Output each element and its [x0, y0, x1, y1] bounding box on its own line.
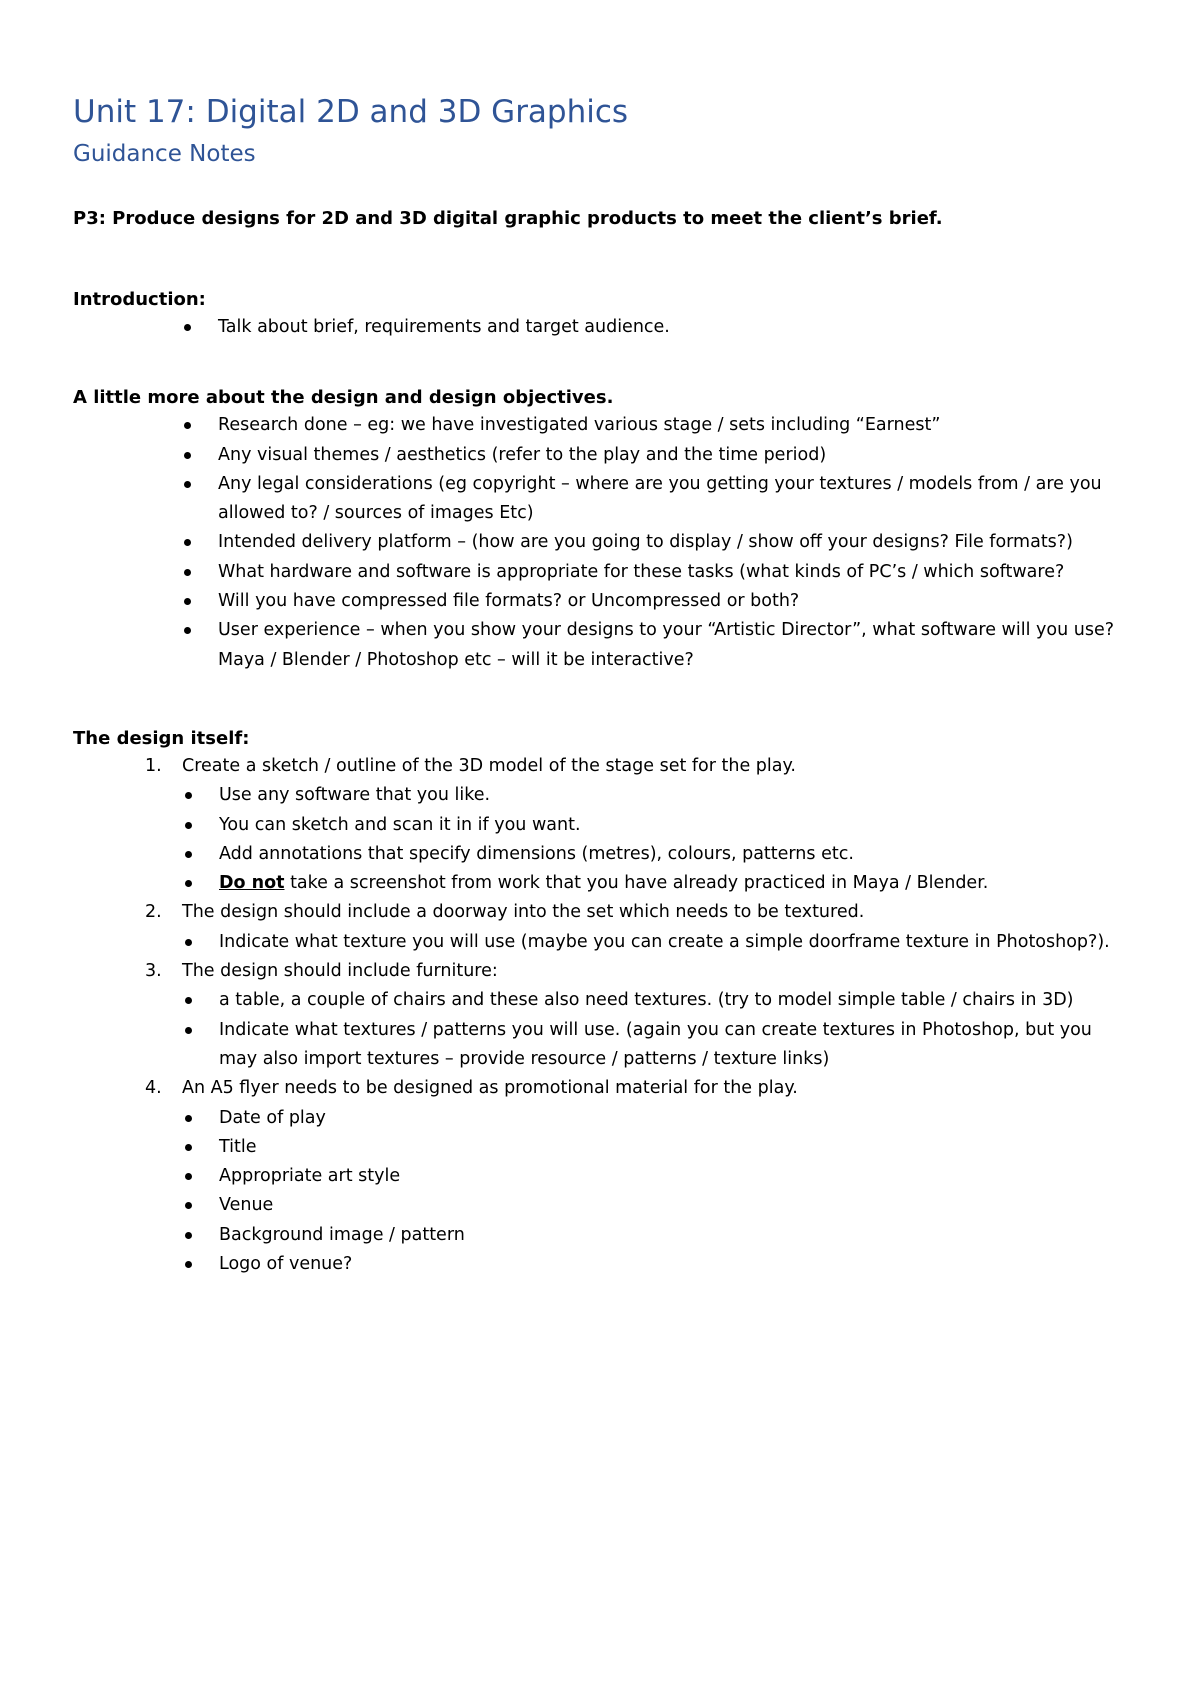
sub-item: Indicate what texture you will use (maybe you can create a simple doorframe texture in Photoshop?).: [219, 928, 1128, 957]
sub-item: Title: [219, 1133, 1128, 1162]
step-number: 3.: [145, 961, 162, 982]
step-text: An A5 flyer needs to be designed as promotional material for the play.: [182, 1078, 798, 1099]
step-item: [73, 752, 1128, 898]
sub-item: a table, a couple of chairs and these also need textures. (try to model simple table / chairs in 3D): [219, 986, 1128, 1015]
sub-item-text: take a screenshot from work that you have already practiced in Maya / Blender.: [284, 873, 989, 894]
introduction-heading: Introduction:: [73, 289, 206, 310]
step-item: [73, 1074, 1128, 1279]
design-steps-list: [73, 752, 1128, 1279]
step-item: [73, 898, 1128, 957]
list-item: User experience – when you show your designs to your “Artistic Director”, what software will you use? Maya / Blender / Photoshop etc – will it be interactive?: [73, 616, 1128, 675]
step-number: 4.: [145, 1078, 162, 1099]
design-objectives-heading: A little more about the design and design objectives.: [73, 387, 614, 409]
page-title: Unit 17: Digital 2D and 3D Graphics: [73, 94, 629, 130]
list-item: Talk about brief, requirements and target audience.: [73, 313, 1128, 342]
list-item: Any legal considerations (eg copyright – where are you getting your textures / models from / are you allowed to? / sources of images Etc): [73, 470, 1128, 529]
step-sub-list: [182, 781, 1128, 898]
sub-item: Use any software that you like.: [219, 781, 1128, 810]
sub-item: You can sketch and scan it in if you want.: [219, 811, 1128, 840]
sub-item: Background image / pattern: [219, 1221, 1128, 1250]
step-sub-list: [182, 928, 1128, 957]
list-item: Intended delivery platform – (how are you going to display / show off your designs? File formats?): [73, 528, 1128, 557]
step-number: 1.: [145, 755, 162, 776]
sub-item: Date of play: [219, 1104, 1128, 1133]
page-subtitle: Guidance Notes: [73, 141, 256, 167]
sub-item: Venue: [219, 1191, 1128, 1220]
step-item: [73, 957, 1128, 1074]
step-number: 2.: [145, 902, 162, 923]
step-text: The design should include a doorway into the set which needs to be textured.: [182, 902, 865, 923]
list-item: Any visual themes / aesthetics (refer to the play and the time period): [73, 441, 1128, 470]
step-text: The design should include furniture:: [182, 961, 498, 982]
design-itself-heading: The design itself:: [73, 727, 250, 749]
sub-item: [219, 869, 1128, 898]
sub-item: Add annotations that specify dimensions (metres), colours, patterns etc.: [219, 840, 1128, 869]
list-item: What hardware and software is appropriate for these tasks (what kinds of PC’s / which software?: [73, 558, 1128, 587]
step-text: Create a sketch / outline of the 3D model of the stage set for the play.: [182, 755, 796, 776]
sub-item: Appropriate art style: [219, 1162, 1128, 1191]
design-objectives-list: [73, 411, 1128, 675]
introduction-list: [73, 313, 1128, 342]
step-sub-list: [182, 1104, 1128, 1280]
sub-item: Indicate what textures / patterns you will use. (again you can create textures in Photoshop, but you may also import textures – provide resource / patterns / texture links): [219, 1016, 1128, 1075]
emphasis-text: Do not: [219, 873, 285, 894]
objective-heading: P3: Produce designs for 2D and 3D digital graphic products to meet the client’s brief.: [73, 208, 943, 229]
list-item: Research done – eg: we have investigated various stage / sets including “Earnest”: [73, 411, 1128, 440]
step-sub-list: [182, 986, 1128, 1074]
sub-item: Logo of venue?: [219, 1250, 1128, 1279]
list-item: Will you have compressed file formats? or Uncompressed or both?: [73, 587, 1128, 616]
